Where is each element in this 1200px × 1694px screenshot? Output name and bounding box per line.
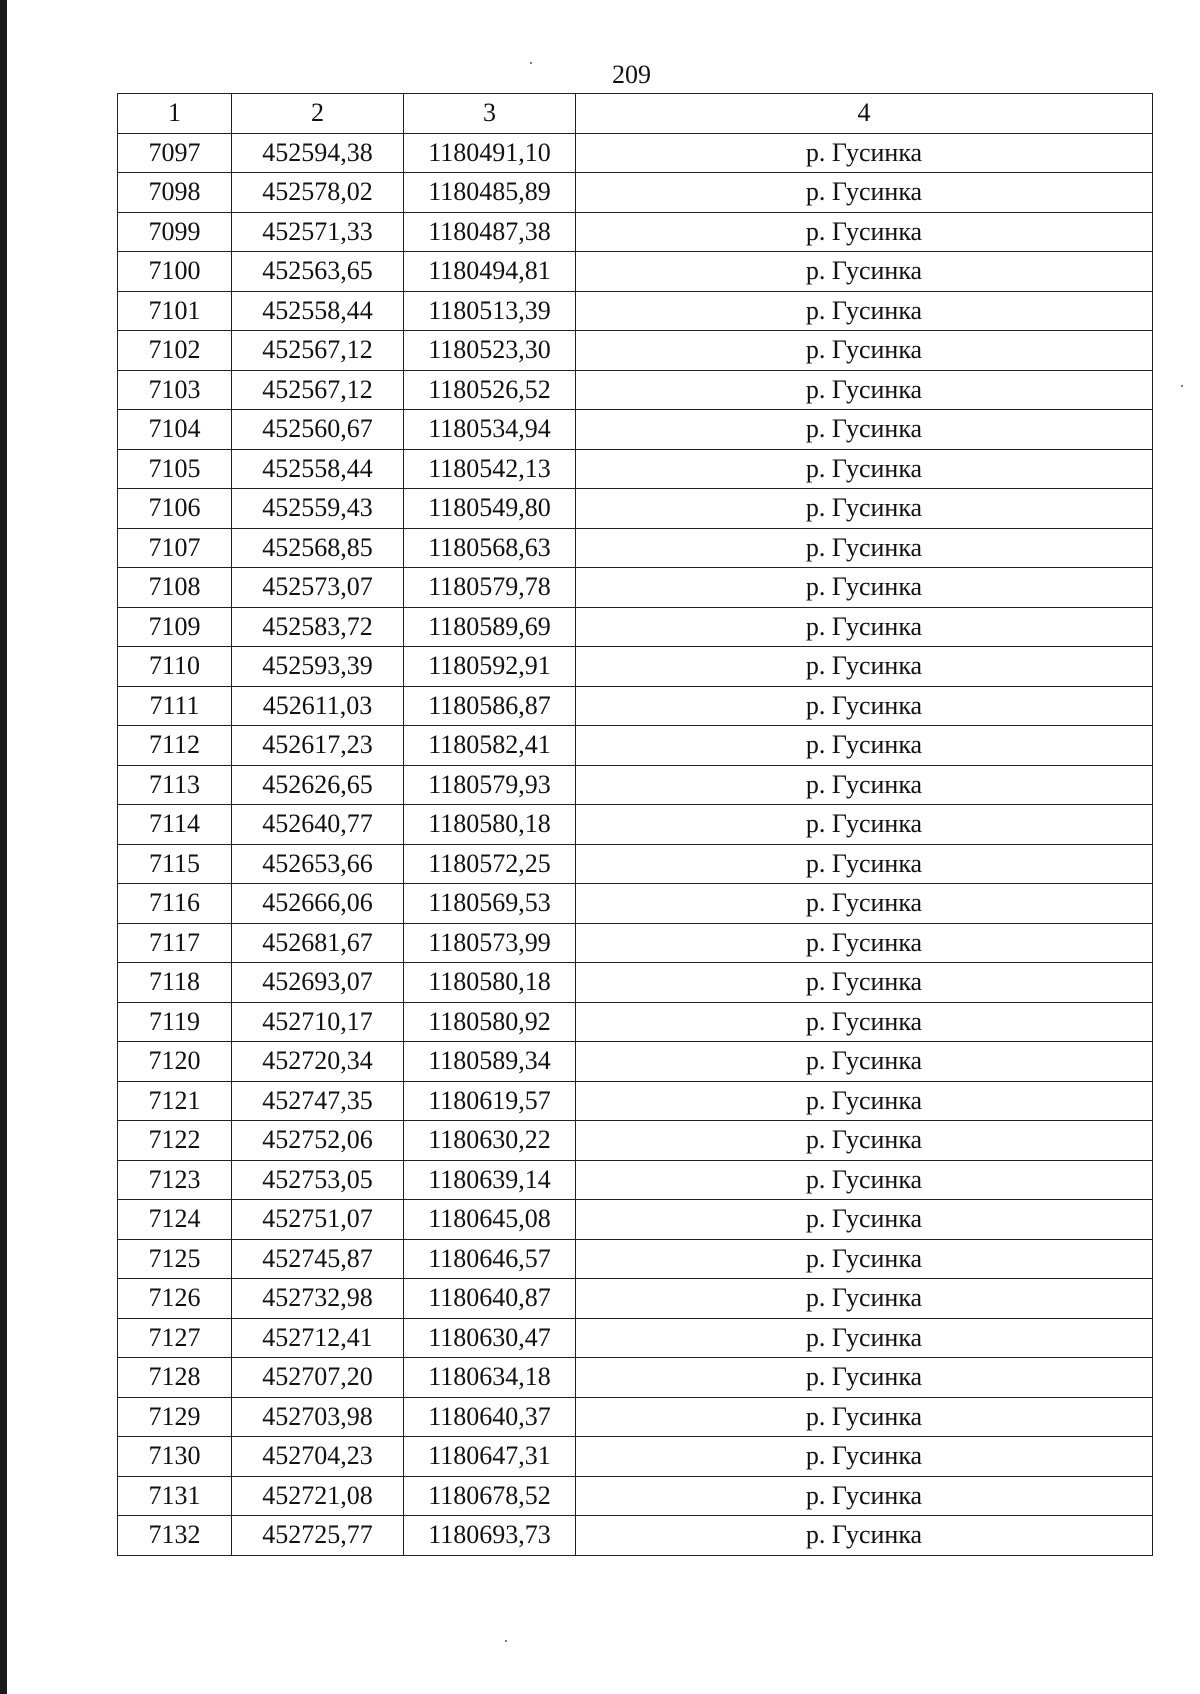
table-row xyxy=(118,410,1153,450)
cell-description: р. Гусинка xyxy=(576,1081,1153,1121)
cell-y: 1180580,18 xyxy=(404,963,576,1003)
table-row xyxy=(118,1516,1153,1556)
table-row xyxy=(118,1397,1153,1437)
cell-y: 1180491,10 xyxy=(404,133,576,173)
cell-y: 1180485,89 xyxy=(404,173,576,213)
cell-x: 452720,34 xyxy=(232,1042,404,1082)
cell-point-number: 7099 xyxy=(118,212,232,252)
cell-description: р. Гусинка xyxy=(576,568,1153,608)
cell-point-number: 7098 xyxy=(118,173,232,213)
cell-description: р. Гусинка xyxy=(576,844,1153,884)
cell-x: 452712,41 xyxy=(232,1318,404,1358)
table-body xyxy=(118,133,1153,1555)
cell-x: 452626,65 xyxy=(232,765,404,805)
cell-description: р. Гусинка xyxy=(576,805,1153,845)
cell-point-number: 7126 xyxy=(118,1279,232,1319)
cell-y: 1180549,80 xyxy=(404,489,576,529)
table-row xyxy=(118,449,1153,489)
table-row xyxy=(118,1200,1153,1240)
cell-y: 1180640,87 xyxy=(404,1279,576,1319)
cell-x: 452558,44 xyxy=(232,449,404,489)
cell-y: 1180542,13 xyxy=(404,449,576,489)
cell-y: 1180678,52 xyxy=(404,1476,576,1516)
table-row xyxy=(118,489,1153,529)
cell-x: 452653,66 xyxy=(232,844,404,884)
cell-point-number: 7102 xyxy=(118,331,232,371)
cell-point-number: 7117 xyxy=(118,923,232,963)
header-cell-description: 4 xyxy=(576,94,1153,134)
cell-x: 452594,38 xyxy=(232,133,404,173)
cell-point-number: 7123 xyxy=(118,1160,232,1200)
cell-point-number: 7130 xyxy=(118,1437,232,1477)
table-row xyxy=(118,923,1153,963)
cell-y: 1180645,08 xyxy=(404,1200,576,1240)
header-cell-x: 2 xyxy=(232,94,404,134)
cell-point-number: 7109 xyxy=(118,607,232,647)
table-row xyxy=(118,1160,1153,1200)
page-number: 209 xyxy=(612,60,651,89)
table-row xyxy=(118,173,1153,213)
cell-point-number: 7122 xyxy=(118,1121,232,1161)
cell-point-number: 7132 xyxy=(118,1516,232,1556)
cell-x: 452611,03 xyxy=(232,686,404,726)
cell-x: 452563,65 xyxy=(232,252,404,292)
cell-x: 452747,35 xyxy=(232,1081,404,1121)
cell-x: 452568,85 xyxy=(232,528,404,568)
cell-y: 1180513,39 xyxy=(404,291,576,331)
cell-description: р. Гусинка xyxy=(576,1516,1153,1556)
cell-description: р. Гусинка xyxy=(576,923,1153,963)
table-row xyxy=(118,1358,1153,1398)
cell-description: р. Гусинка xyxy=(576,252,1153,292)
table-row xyxy=(118,1121,1153,1161)
cell-y: 1180572,25 xyxy=(404,844,576,884)
cell-y: 1180693,73 xyxy=(404,1516,576,1556)
table-row xyxy=(118,1437,1153,1477)
cell-description: р. Гусинка xyxy=(576,1476,1153,1516)
cell-description: р. Гусинка xyxy=(576,449,1153,489)
scan-speck xyxy=(530,62,532,64)
cell-y: 1180640,37 xyxy=(404,1397,576,1437)
cell-point-number: 7111 xyxy=(118,686,232,726)
cell-y: 1180494,81 xyxy=(404,252,576,292)
cell-x: 452617,23 xyxy=(232,726,404,766)
table-row xyxy=(118,1476,1153,1516)
cell-y: 1180586,87 xyxy=(404,686,576,726)
cell-description: р. Гусинка xyxy=(576,331,1153,371)
cell-description: р. Гусинка xyxy=(576,1002,1153,1042)
cell-description: р. Гусинка xyxy=(576,1160,1153,1200)
cell-y: 1180646,57 xyxy=(404,1239,576,1279)
cell-description: р. Гусинка xyxy=(576,1279,1153,1319)
cell-point-number: 7100 xyxy=(118,252,232,292)
table-row xyxy=(118,1002,1153,1042)
cell-y: 1180639,14 xyxy=(404,1160,576,1200)
cell-x: 452693,07 xyxy=(232,963,404,1003)
cell-point-number: 7107 xyxy=(118,528,232,568)
scan-edge xyxy=(0,0,7,1694)
cell-description: р. Гусинка xyxy=(576,1437,1153,1477)
cell-description: р. Гусинка xyxy=(576,1358,1153,1398)
cell-description: р. Гусинка xyxy=(576,1042,1153,1082)
table-row xyxy=(118,133,1153,173)
header-cell-point-number: 1 xyxy=(118,94,232,134)
cell-x: 452567,12 xyxy=(232,370,404,410)
cell-description: р. Гусинка xyxy=(576,1318,1153,1358)
cell-description: р. Гусинка xyxy=(576,291,1153,331)
cell-point-number: 7128 xyxy=(118,1358,232,1398)
table-row xyxy=(118,370,1153,410)
cell-x: 452725,77 xyxy=(232,1516,404,1556)
table-row xyxy=(118,1279,1153,1319)
cell-x: 452751,07 xyxy=(232,1200,404,1240)
scan-speck xyxy=(505,1640,507,1642)
table-row xyxy=(118,212,1153,252)
table-row xyxy=(118,884,1153,924)
cell-x: 452753,05 xyxy=(232,1160,404,1200)
cell-description: р. Гусинка xyxy=(576,607,1153,647)
cell-y: 1180579,78 xyxy=(404,568,576,608)
cell-x: 452703,98 xyxy=(232,1397,404,1437)
cell-point-number: 7116 xyxy=(118,884,232,924)
cell-point-number: 7127 xyxy=(118,1318,232,1358)
cell-description: р. Гусинка xyxy=(576,1200,1153,1240)
cell-point-number: 7105 xyxy=(118,449,232,489)
cell-point-number: 7110 xyxy=(118,647,232,687)
cell-y: 1180589,69 xyxy=(404,607,576,647)
cell-point-number: 7112 xyxy=(118,726,232,766)
cell-x: 452583,72 xyxy=(232,607,404,647)
cell-x: 452732,98 xyxy=(232,1279,404,1319)
table-row xyxy=(118,844,1153,884)
cell-point-number: 7118 xyxy=(118,963,232,1003)
cell-x: 452560,67 xyxy=(232,410,404,450)
cell-y: 1180580,92 xyxy=(404,1002,576,1042)
cell-point-number: 7097 xyxy=(118,133,232,173)
cell-description: р. Гусинка xyxy=(576,1121,1153,1161)
cell-x: 452593,39 xyxy=(232,647,404,687)
table-row xyxy=(118,805,1153,845)
cell-x: 452567,12 xyxy=(232,331,404,371)
cell-y: 1180534,94 xyxy=(404,410,576,450)
cell-description: р. Гусинка xyxy=(576,133,1153,173)
cell-x: 452640,77 xyxy=(232,805,404,845)
cell-point-number: 7106 xyxy=(118,489,232,529)
cell-description: р. Гусинка xyxy=(576,528,1153,568)
cell-x: 452573,07 xyxy=(232,568,404,608)
cell-point-number: 7114 xyxy=(118,805,232,845)
cell-x: 452752,06 xyxy=(232,1121,404,1161)
cell-x: 452721,08 xyxy=(232,1476,404,1516)
cell-y: 1180630,47 xyxy=(404,1318,576,1358)
cell-point-number: 7121 xyxy=(118,1081,232,1121)
cell-description: р. Гусинка xyxy=(576,765,1153,805)
cell-y: 1180569,53 xyxy=(404,884,576,924)
cell-y: 1180580,18 xyxy=(404,805,576,845)
cell-point-number: 7101 xyxy=(118,291,232,331)
cell-y: 1180526,52 xyxy=(404,370,576,410)
cell-point-number: 7125 xyxy=(118,1239,232,1279)
header-cell-y: 3 xyxy=(404,94,576,134)
cell-y: 1180592,91 xyxy=(404,647,576,687)
cell-y: 1180647,31 xyxy=(404,1437,576,1477)
cell-point-number: 7124 xyxy=(118,1200,232,1240)
cell-description: р. Гусинка xyxy=(576,370,1153,410)
cell-point-number: 7131 xyxy=(118,1476,232,1516)
cell-point-number: 7104 xyxy=(118,410,232,450)
cell-y: 1180523,30 xyxy=(404,331,576,371)
cell-y: 1180582,41 xyxy=(404,726,576,766)
cell-x: 452704,23 xyxy=(232,1437,404,1477)
table-row xyxy=(118,765,1153,805)
cell-point-number: 7115 xyxy=(118,844,232,884)
cell-description: р. Гусинка xyxy=(576,1239,1153,1279)
table-row xyxy=(118,607,1153,647)
table-row xyxy=(118,686,1153,726)
cell-x: 452745,87 xyxy=(232,1239,404,1279)
cell-description: р. Гусинка xyxy=(576,173,1153,213)
table-row xyxy=(118,963,1153,1003)
cell-x: 452559,43 xyxy=(232,489,404,529)
cell-point-number: 7129 xyxy=(118,1397,232,1437)
cell-description: р. Гусинка xyxy=(576,963,1153,1003)
cell-y: 1180634,18 xyxy=(404,1358,576,1398)
cell-description: р. Гусинка xyxy=(576,1397,1153,1437)
cell-y: 1180487,38 xyxy=(404,212,576,252)
cell-x: 452558,44 xyxy=(232,291,404,331)
table-row xyxy=(118,647,1153,687)
cell-description: р. Гусинка xyxy=(576,212,1153,252)
cell-y: 1180619,57 xyxy=(404,1081,576,1121)
table-row xyxy=(118,252,1153,292)
scan-speck xyxy=(1181,385,1183,387)
cell-point-number: 7119 xyxy=(118,1002,232,1042)
cell-x: 452578,02 xyxy=(232,173,404,213)
cell-description: р. Гусинка xyxy=(576,647,1153,687)
cell-description: р. Гусинка xyxy=(576,884,1153,924)
cell-description: р. Гусинка xyxy=(576,686,1153,726)
table-row xyxy=(118,1239,1153,1279)
table-header-row xyxy=(118,94,1153,134)
cell-y: 1180579,93 xyxy=(404,765,576,805)
cell-description: р. Гусинка xyxy=(576,726,1153,766)
cell-point-number: 7113 xyxy=(118,765,232,805)
table-row xyxy=(118,528,1153,568)
table-row xyxy=(118,726,1153,766)
cell-x: 452681,67 xyxy=(232,923,404,963)
cell-x: 452571,33 xyxy=(232,212,404,252)
cell-point-number: 7108 xyxy=(118,568,232,608)
table-row xyxy=(118,568,1153,608)
cell-description: р. Гусинка xyxy=(576,410,1153,450)
cell-point-number: 7120 xyxy=(118,1042,232,1082)
cell-y: 1180589,34 xyxy=(404,1042,576,1082)
table-row xyxy=(118,1081,1153,1121)
cell-x: 452710,17 xyxy=(232,1002,404,1042)
table-row xyxy=(118,331,1153,371)
coordinates-table xyxy=(117,93,1153,1556)
cell-y: 1180630,22 xyxy=(404,1121,576,1161)
cell-x: 452707,20 xyxy=(232,1358,404,1398)
table-row xyxy=(118,291,1153,331)
cell-y: 1180573,99 xyxy=(404,923,576,963)
cell-x: 452666,06 xyxy=(232,884,404,924)
cell-y: 1180568,63 xyxy=(404,528,576,568)
table-row xyxy=(118,1318,1153,1358)
table-row xyxy=(118,1042,1153,1082)
cell-description: р. Гусинка xyxy=(576,489,1153,529)
cell-point-number: 7103 xyxy=(118,370,232,410)
